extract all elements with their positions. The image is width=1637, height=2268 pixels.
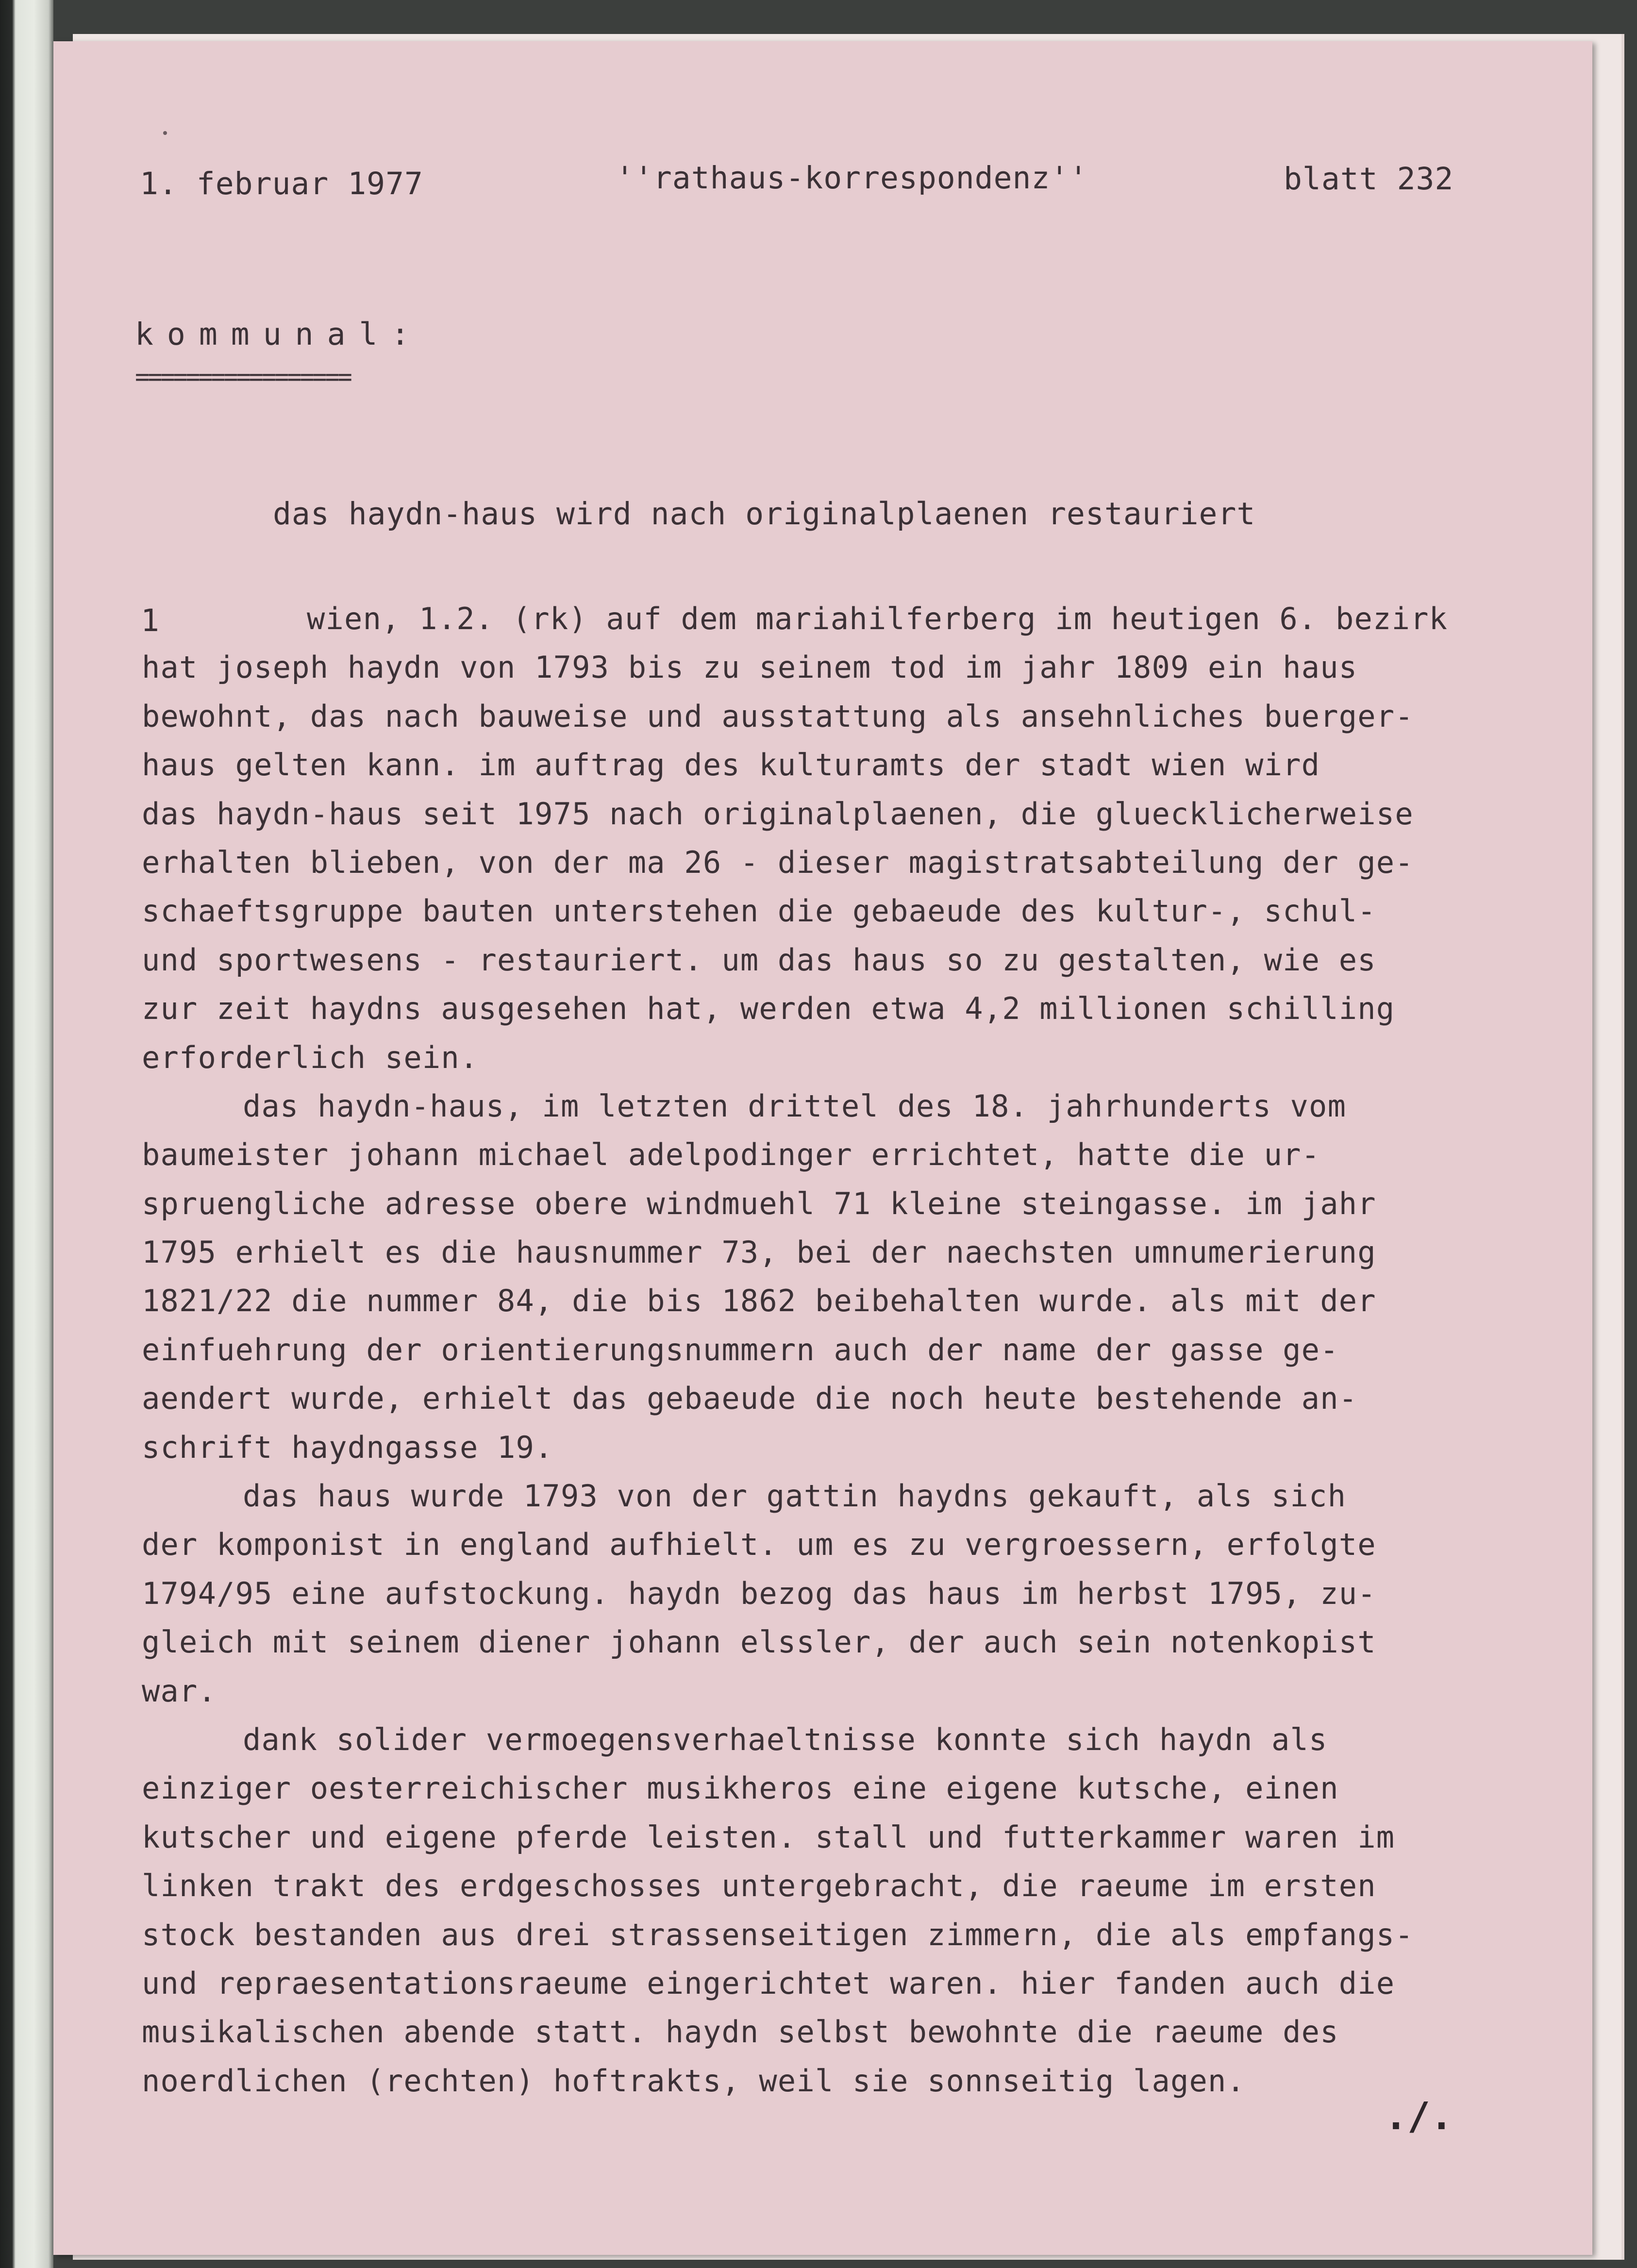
body-line: zur zeit haydns ausgesehen hat, werden etwa 4,2 millionen schilling (142, 991, 1395, 1027)
body-line: schaeftsgruppe bauten unterstehen die gebaeude des kultur-, schul- (142, 893, 1376, 929)
body-line: baumeister johann michael adelpodinger errichtet, hatte die ur- (142, 1137, 1320, 1173)
section-underline: ================= (135, 363, 351, 391)
body-line: musikalischen abende statt. haydn selbst bewohnte die raeume des (142, 2014, 1339, 2050)
body-line: das haus wurde 1793 von der gattin haydns gekauft, als sich (243, 1478, 1347, 1514)
body-line: 1795 erhielt es die hausnummer 73, bei der naechsten umnumerierung (142, 1234, 1376, 1270)
body-line: und sportwesens - restauriert. um das haus so zu gestalten, wie es (142, 942, 1376, 978)
body-line: dank solider vermoegensverhaeltnisse konnte sich haydn als (243, 1721, 1328, 1757)
body-line: linken trakt des erdgeschosses untergebracht, die raeume im ersten (142, 1868, 1376, 1904)
body-line: kutscher und eigene pferde leisten. stall und futterkammer waren im (142, 1819, 1395, 1855)
body-line: wien, 1.2. (rk) auf dem mariahilferberg im heutigen 6. bezirk (307, 601, 1448, 636)
header-date: 1. februar 1977 (140, 166, 423, 201)
document-page (53, 41, 1592, 2255)
body-line: spruengliche adresse obere windmuehl 71 kleine steingasse. im jahr (142, 1185, 1376, 1221)
header-sheet-number: blatt 232 (1284, 161, 1454, 197)
body-line: das haydn-haus, im letzten drittel des 18. jahrhunderts vom (243, 1088, 1347, 1124)
body-line: stock bestanden aus drei strassenseitigen zimmern, die als empfangs- (142, 1917, 1414, 1952)
body-line: 1821/22 die nummer 84, die bis 1862 beibehalten wurde. als mit der (142, 1283, 1376, 1319)
body-line: noerdlichen (rechten) hoftrakts, weil sie sonnseitig lagen. (142, 2063, 1246, 2099)
paragraph-number: 1 (141, 603, 160, 638)
paper-speck (163, 131, 167, 135)
continuation-mark: ./. (1385, 2095, 1453, 2138)
body-line: das haydn-haus seit 1975 nach originalplaenen, die gluecklicherweise (142, 796, 1414, 832)
body-line: gleich mit seinem diener johann elssler, der auch sein notenkopist (142, 1624, 1376, 1660)
body-line: der komponist in england aufhielt. um es zu vergroessern, erfolgte (142, 1527, 1376, 1563)
body-line: einfuehrung der orientierungsnummern auch der name der gasse ge- (142, 1332, 1339, 1367)
article-headline: das haydn-haus wird nach originalplaenen restauriert (273, 496, 1256, 532)
body-line: erhalten blieben, von der ma 26 - dieser magistratsabteilung der ge- (142, 844, 1414, 880)
body-line: bewohnt, das nach bauweise und ausstattung als ansehnliches buerger- (142, 698, 1414, 734)
body-line: erforderlich sein. (142, 1039, 479, 1075)
body-line: und repraesentationsraeume eingerichtet waren. hier fanden auch die (142, 1965, 1395, 2001)
body-line: aendert wurde, erhielt das gebaeude die noch heute bestehende an- (142, 1381, 1358, 1417)
article-body (142, 595, 1550, 2105)
section-label: kommunal: (135, 317, 423, 352)
body-line: einziger oesterreichischer musikheros eine eigene kutsche, einen (142, 1770, 1339, 1806)
body-line: war. (142, 1673, 217, 1709)
body-line: 1794/95 eine aufstockung. haydn bezog das haus im herbst 1795, zu- (142, 1575, 1376, 1611)
body-line: schrift haydngasse 19. (142, 1429, 553, 1465)
body-line: haus gelten kann. im auftrag des kulturamts der stadt wien wird (142, 747, 1320, 783)
header-publication: ''rathaus-korrespondenz'' (616, 160, 1088, 196)
book-binding (0, 0, 53, 2268)
body-line: hat joseph haydn von 1793 bis zu seinem tod im jahr 1809 ein haus (142, 650, 1358, 685)
